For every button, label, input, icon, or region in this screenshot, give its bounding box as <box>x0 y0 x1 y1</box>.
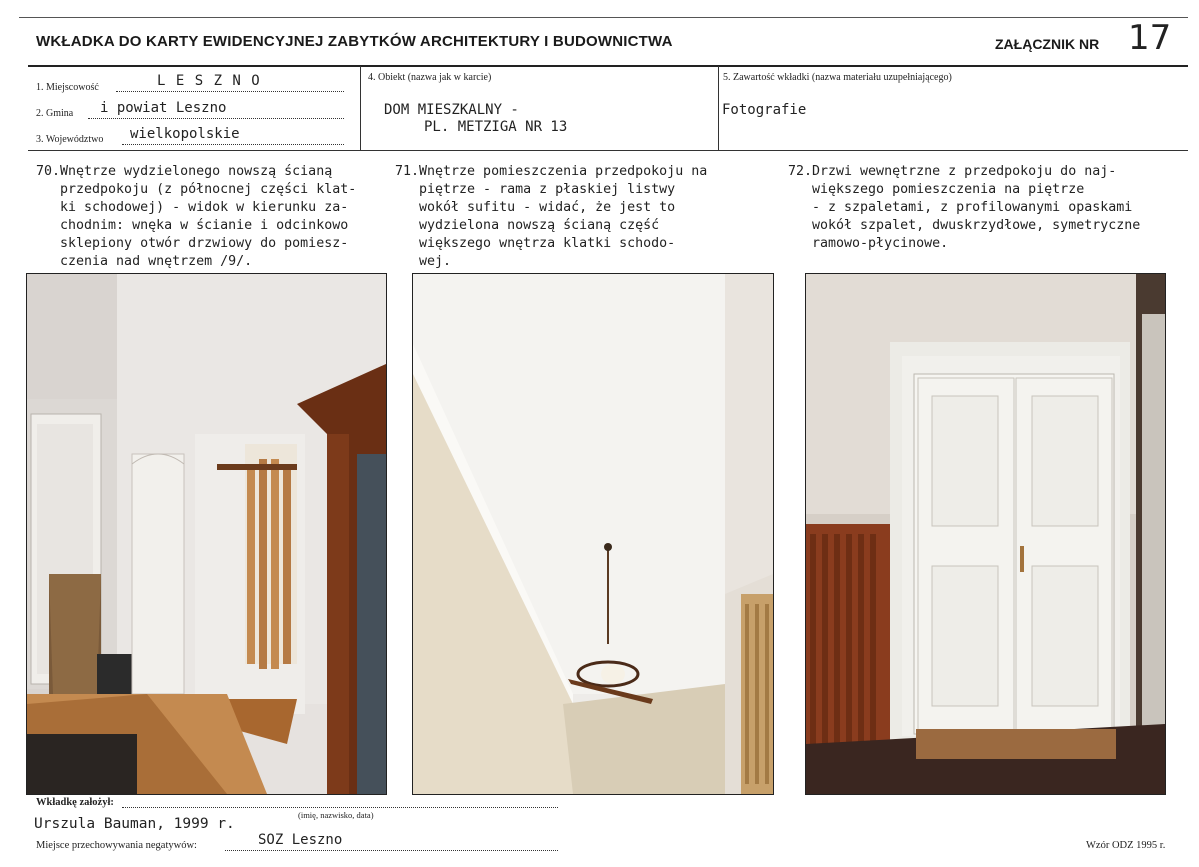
field-divider-1 <box>360 66 361 150</box>
photo-70 <box>26 273 387 795</box>
locality-label: 1. Miejscowość <box>36 82 99 93</box>
locality-value: L E S Z N O <box>157 73 261 89</box>
commune-label: 2. Gmina <box>36 108 74 119</box>
insert-hint: (imię, nazwisko, data) <box>298 810 374 820</box>
photo-71 <box>412 273 774 795</box>
photo-72 <box>805 273 1166 795</box>
author-value: Urszula Bauman, 1999 r. <box>34 816 235 832</box>
commune-value: i powiat Leszno <box>100 100 227 116</box>
field-bottom-rule <box>28 150 1188 151</box>
insert-label: Wkładkę założył: <box>36 797 114 808</box>
object-value-line1: DOM MIESZKALNY - <box>384 102 519 118</box>
field-divider-2 <box>718 66 719 150</box>
caption-photo-70: 70.Wnętrze wydzielonego nowszą ścianą przedpokoju (z północnej części klat- ki schodowej) - widok w kierunku za- chodnim: wnęka w ścianie i odcinkowo sklepiony otwór drzwiowy do pomiesz- czenia nad wnętrzem /9/. <box>36 164 357 269</box>
voivodeship-label: 3. Województwo <box>36 134 104 145</box>
insert-dots <box>122 796 558 808</box>
object-value-line2: PL. METZIGA NR 13 <box>424 119 568 135</box>
form-title: WKŁADKA DO KARTY EWIDENCYJNEJ ZABYTKÓW ARCHITEKTURY I BUDOWNICTWA <box>36 33 673 50</box>
attachment-number: 17 <box>1128 18 1172 58</box>
contents-value: Fotografie <box>722 102 807 118</box>
object-label: 4. Obiekt (nazwa jak w karcie) <box>368 72 492 83</box>
form-version: Wzór ODZ 1995 r. <box>1086 840 1166 851</box>
voivodeship-value: wielkopolskie <box>130 126 240 142</box>
contents-label: 5. Zawartość wkładki (nazwa materiału uzupełniającego) <box>723 72 952 83</box>
header-rule <box>28 65 1188 67</box>
caption-photo-71: 71.Wnętrze pomieszczenia przedpokoju na piętrze - rama z płaskiej listwy wokół sufitu - widać, że jest to wydzielona nowszą ścianą część większego wnętrza klatki schodo- wej. <box>395 164 708 269</box>
attachment-label: ZAŁĄCZNIK NR <box>995 36 1100 52</box>
negatives-value: SOZ Leszno <box>258 832 343 848</box>
caption-photo-72: 72.Drzwi wewnętrzne z przedpokoju do naj- większego pomieszczenia na piętrze - z szpaletami, z profilowanymi opaskami wokół szpalet, dwuskrzydłowe, symetryczne ramowo-płycinowe. <box>788 164 1141 251</box>
negatives-label: Miejsce przechowywania negatywów: <box>36 840 197 851</box>
